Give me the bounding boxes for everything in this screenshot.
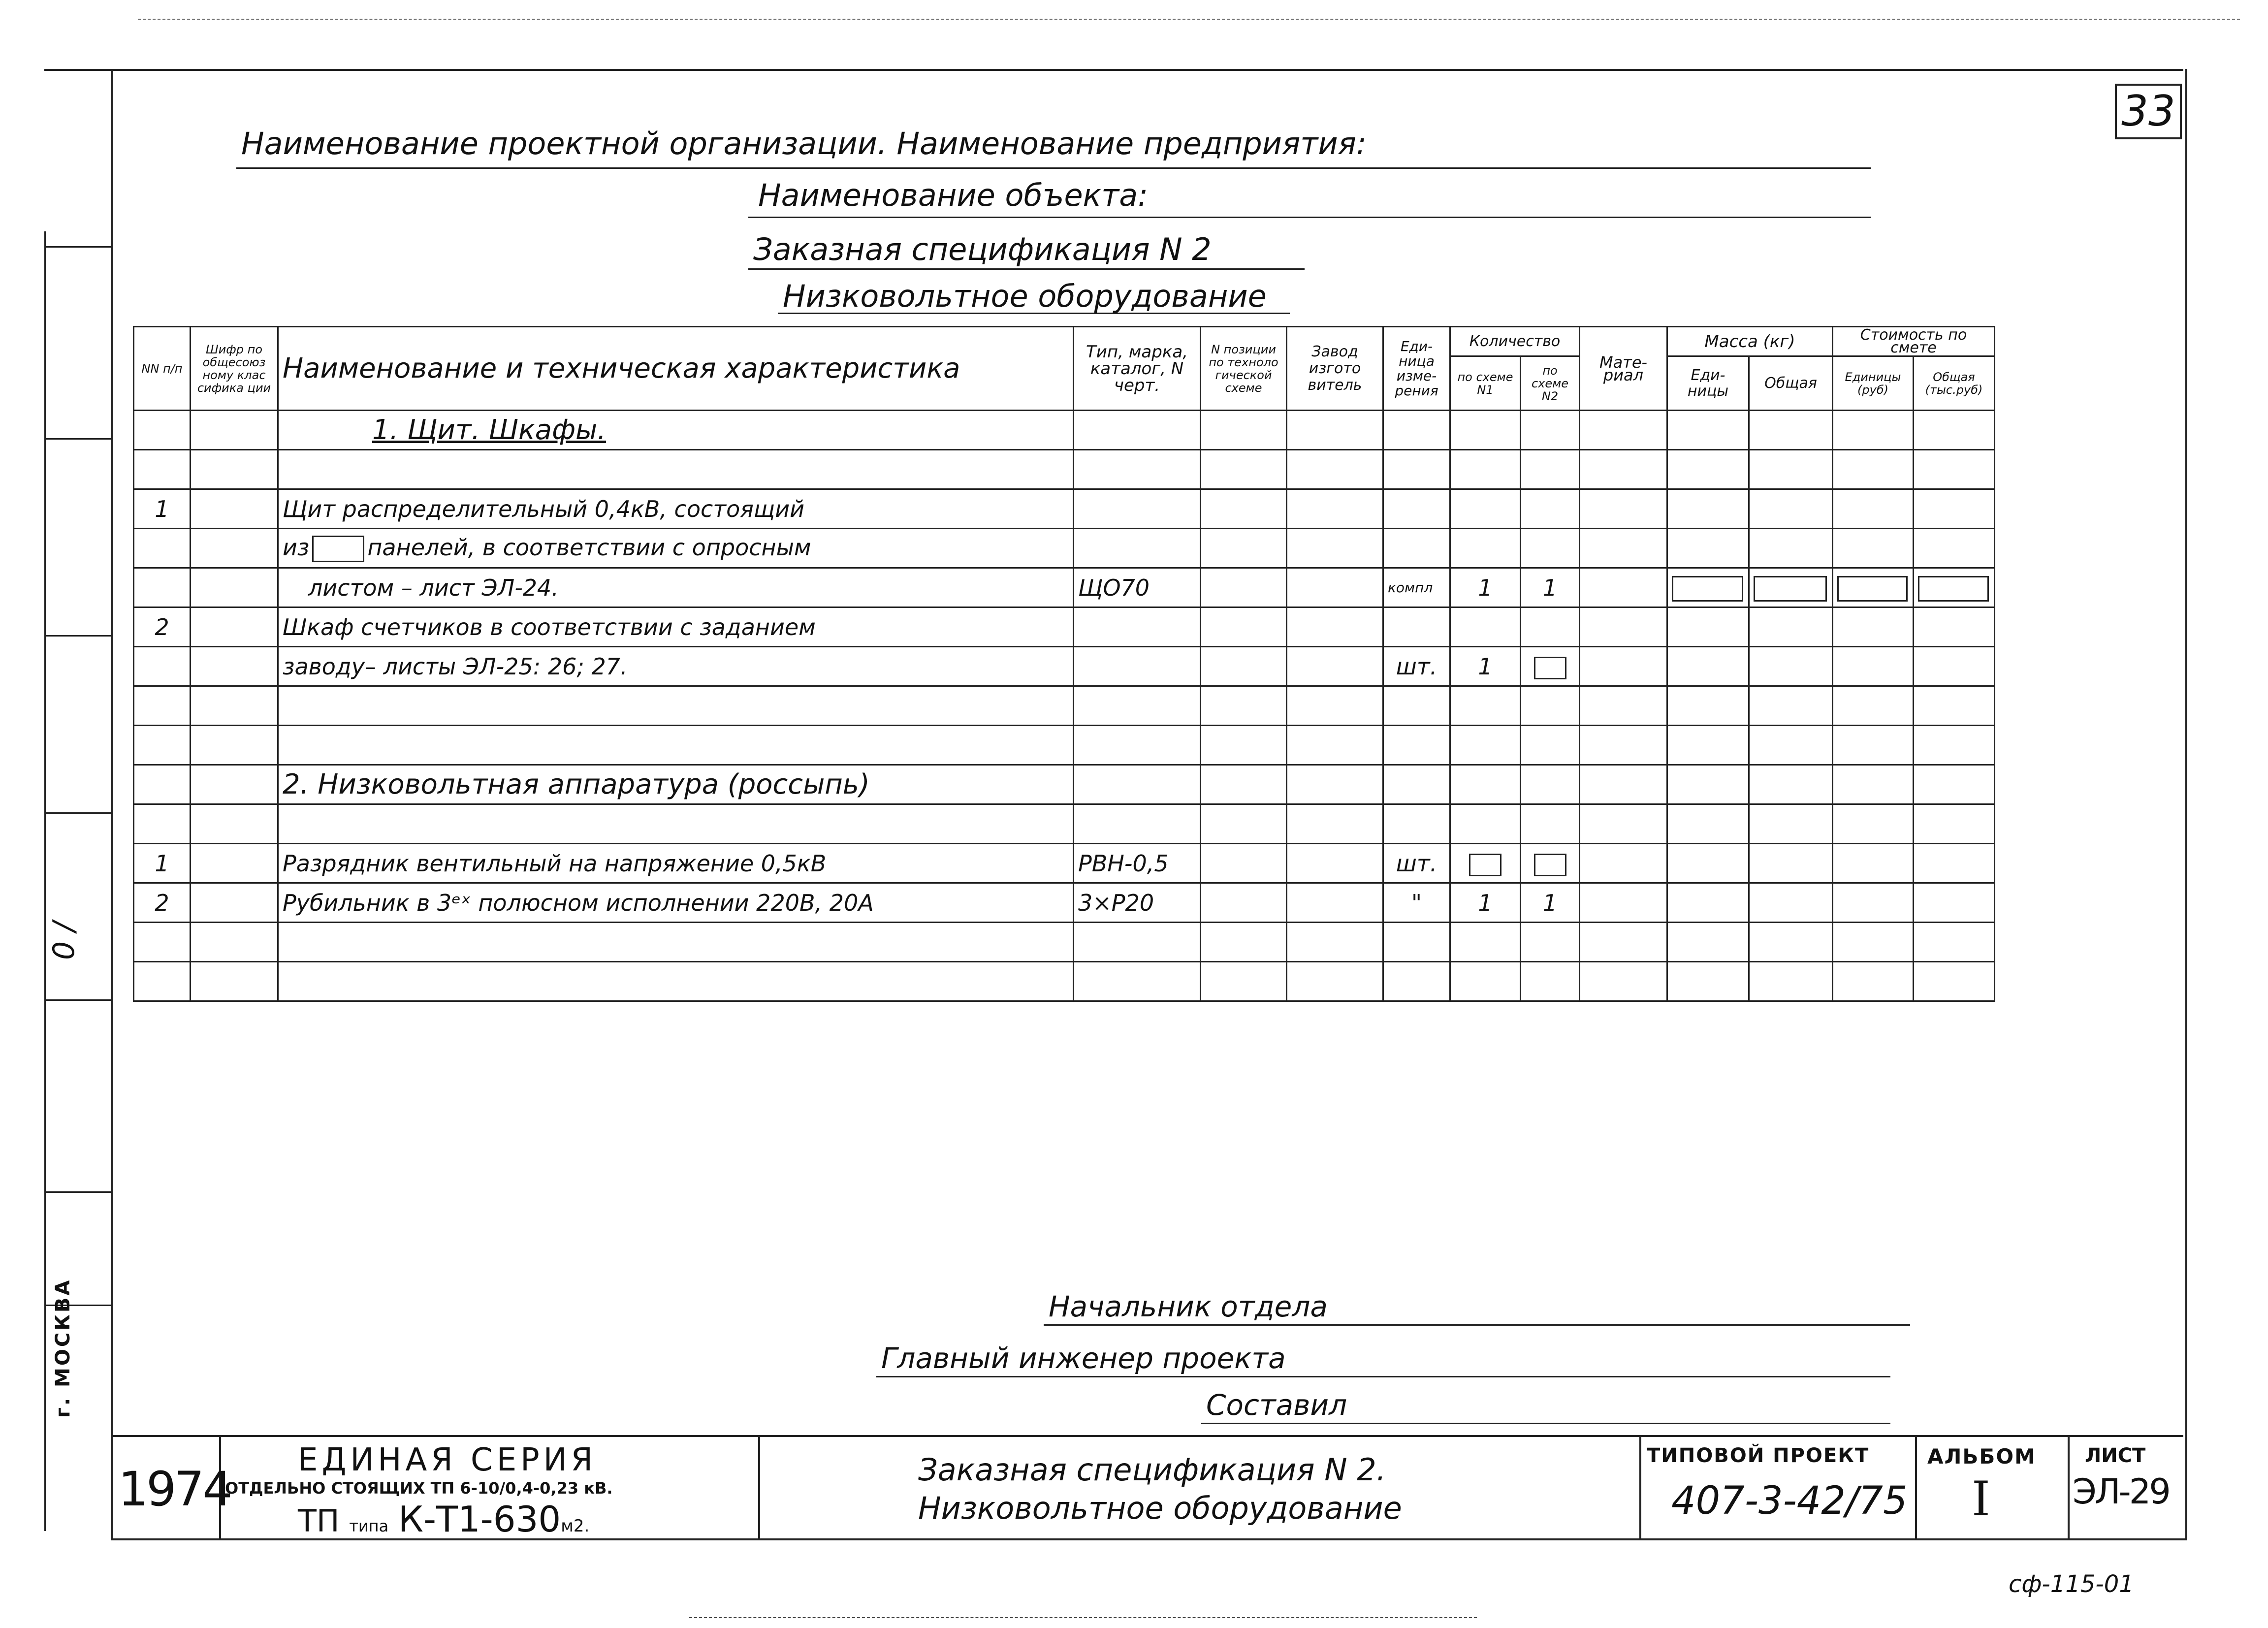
item-unit: шт. bbox=[1383, 647, 1450, 686]
table-row bbox=[134, 765, 1995, 804]
item-description: Щит распределительный 0,4кВ, состоящий bbox=[278, 489, 1074, 529]
col-mass-total: Общая bbox=[1749, 356, 1833, 411]
blank-field bbox=[1837, 576, 1908, 602]
header-underline-1 bbox=[236, 167, 1871, 169]
item-description: Шкаф счетчиков в соответствии с заданием bbox=[278, 607, 1074, 647]
footer-line bbox=[689, 1617, 1477, 1618]
table-row bbox=[134, 923, 1995, 962]
col-qty2: по схеме N2 bbox=[1521, 356, 1580, 411]
table-row bbox=[134, 726, 1995, 765]
stamp-tp-type: ТП типа К-Т1-630м2. bbox=[298, 1499, 590, 1540]
col-cost-group: Стоимость по смете bbox=[1833, 327, 1995, 356]
table-row bbox=[134, 883, 1995, 923]
item-description: Рубильник в 3ᵉˣ полюсном исполнении 220В, 20А bbox=[278, 883, 1074, 923]
item-unit: компл bbox=[1383, 568, 1450, 607]
table-row bbox=[134, 411, 1995, 450]
top-edge-line bbox=[138, 19, 2240, 20]
binding-city: г. МОСКВА bbox=[52, 1278, 74, 1418]
stamp-series-title: ЕДИНАЯ СЕРИЯ bbox=[298, 1442, 597, 1478]
col-mass-unit: Еди- ницы bbox=[1667, 356, 1749, 411]
col-mass-group: Масса (кг) bbox=[1667, 327, 1833, 356]
item-number: 2 bbox=[134, 607, 191, 647]
item-unit: " bbox=[1383, 883, 1450, 923]
blank-field bbox=[1754, 576, 1827, 602]
item-qty1: 1 bbox=[1450, 568, 1521, 607]
signature-head-of-department: Начальник отдела bbox=[1049, 1290, 1328, 1323]
item-type: ЩО70 bbox=[1074, 568, 1201, 607]
stamp-year: 1974 bbox=[118, 1462, 231, 1517]
stamp-series-subtitle: ОТДЕЛЬНО СТОЯЩИХ ТП 6-10/0,4-0,23 кВ. bbox=[225, 1479, 613, 1498]
blank-field bbox=[1534, 854, 1566, 876]
item-description: листом – лист ЭЛ-24. bbox=[278, 568, 1074, 607]
blank-field bbox=[1469, 854, 1501, 876]
blank-field bbox=[1534, 657, 1566, 679]
header-object: Наименование объекта: bbox=[758, 177, 1149, 213]
section-title-2: 2. Низковольтная аппаратура (россыпь) bbox=[283, 768, 870, 800]
item-number: 1 bbox=[134, 844, 191, 883]
table-row bbox=[134, 489, 1995, 529]
col-unit: Еди- ница изме- рения bbox=[1383, 327, 1450, 411]
item-number: 1 bbox=[134, 489, 191, 529]
stamp-sheet-number: ЭЛ-29 bbox=[2073, 1471, 2169, 1512]
table-row bbox=[134, 844, 1995, 883]
blank-field bbox=[312, 536, 364, 562]
footer-code: сф-115-01 bbox=[2009, 1570, 2134, 1598]
table-row bbox=[134, 804, 1995, 844]
table-row bbox=[134, 647, 1995, 686]
item-description: панелей, в соответствии с опросным bbox=[367, 534, 811, 561]
header-underline-4 bbox=[778, 313, 1290, 314]
header-spec-title: Заказная спецификация N 2 bbox=[753, 231, 1212, 267]
col-nn: NN п/п bbox=[134, 327, 191, 411]
col-qty1: по схеме N1 bbox=[1450, 356, 1521, 411]
table-row bbox=[134, 450, 1995, 489]
item-unit: шт. bbox=[1383, 844, 1450, 883]
item-type: 3×Р20 bbox=[1074, 883, 1201, 923]
table-row bbox=[134, 607, 1995, 647]
stamp-spec-title: Заказная спецификация N 2. bbox=[918, 1452, 1386, 1488]
col-qty-group: Количество bbox=[1450, 327, 1580, 356]
col-material: Мате- риал bbox=[1580, 327, 1667, 411]
item-description: из bbox=[283, 534, 310, 561]
item-qty1: 1 bbox=[1450, 647, 1521, 686]
item-description: заводу– листы ЭЛ-25: 26; 27. bbox=[278, 647, 1074, 686]
stamp-album-number: I bbox=[1972, 1471, 1990, 1527]
item-description: Разрядник вентильный на напряжение 0,5кВ bbox=[278, 844, 1074, 883]
header-underline-2 bbox=[748, 217, 1871, 218]
item-qty2: 1 bbox=[1521, 568, 1580, 607]
col-maker: Завод изгото витель bbox=[1287, 327, 1383, 411]
table-row bbox=[134, 568, 1995, 607]
stamp-project-number: 407-3-42/75 bbox=[1671, 1479, 1908, 1523]
table-row bbox=[134, 686, 1995, 726]
signature-compiled-by: Составил bbox=[1206, 1388, 1347, 1422]
item-qty2: 1 bbox=[1521, 883, 1580, 923]
item-qty1: 1 bbox=[1450, 883, 1521, 923]
title-block bbox=[111, 1435, 2183, 1540]
col-name: Наименование и техническая характеристика bbox=[278, 327, 1074, 411]
stamp-sheet-label: ЛИСТ bbox=[2085, 1444, 2146, 1467]
table-row bbox=[134, 529, 1995, 568]
signature-chief-engineer: Главный инженер проекта bbox=[881, 1341, 1286, 1375]
signature-line-3 bbox=[1201, 1423, 1890, 1424]
header-organization: Наименование проектной организации. Наименование предприятия: bbox=[241, 126, 1367, 161]
binding-mark: 0 / bbox=[47, 922, 81, 960]
table-row bbox=[134, 962, 1995, 1001]
blank-field bbox=[1672, 576, 1743, 602]
page-number: 33 bbox=[2115, 84, 2182, 139]
specification-table bbox=[133, 326, 1995, 1002]
col-cost-total: Общая (тыс.руб) bbox=[1914, 356, 1995, 411]
col-position: N позиции по техноло гической схеме bbox=[1201, 327, 1287, 411]
stamp-album-label: АЛЬБОМ bbox=[1927, 1444, 2036, 1468]
item-number: 2 bbox=[134, 883, 191, 923]
signature-line-1 bbox=[1044, 1324, 1910, 1326]
header-equipment: Низковольтное оборудование bbox=[783, 278, 1267, 314]
signature-line-2 bbox=[876, 1376, 1890, 1377]
blank-field bbox=[1918, 576, 1989, 602]
header-underline-3 bbox=[748, 268, 1305, 270]
col-type: Тип, марка, каталог, N черт. bbox=[1074, 327, 1201, 411]
section-title-1: 1. Щит. Шкафы. bbox=[372, 414, 607, 446]
col-cost-unit: Единицы (руб) bbox=[1833, 356, 1914, 411]
stamp-project-label: ТИПОВОЙ ПРОЕКТ bbox=[1647, 1444, 1870, 1467]
item-type: РВН-0,5 bbox=[1074, 844, 1201, 883]
stamp-spec-subtitle: Низковольтное оборудование bbox=[918, 1490, 1402, 1526]
col-code: Шифр по общесоюз ному клас сифика ции bbox=[191, 327, 278, 411]
